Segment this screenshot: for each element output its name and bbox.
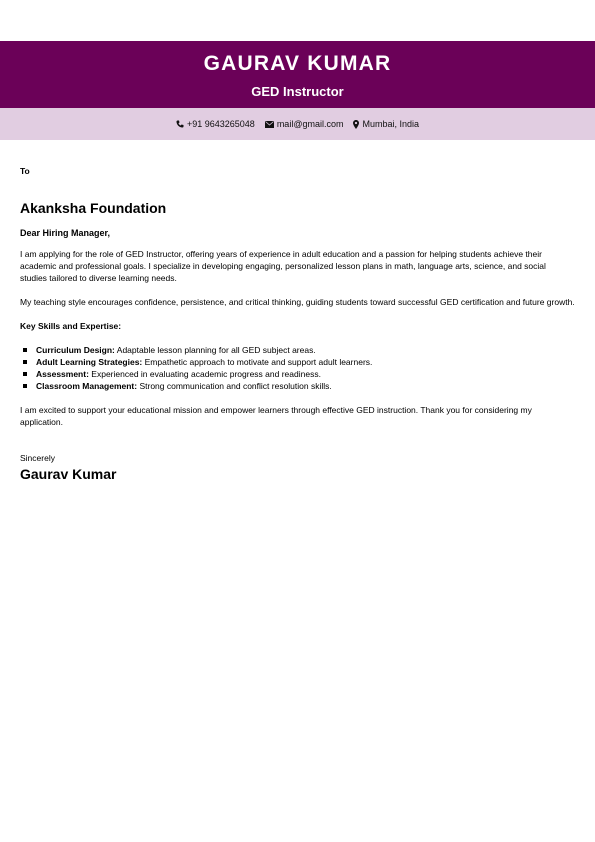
skills-heading: Key Skills and Expertise: — [20, 321, 122, 331]
bullet — [23, 384, 27, 388]
map-marker-icon — [353, 120, 359, 129]
list-item — [20, 344, 575, 356]
skill-name: Curriculum Design: — [36, 345, 115, 355]
skill-name: Adult Learning Strategies: — [36, 357, 143, 367]
bullet — [23, 348, 27, 352]
phone-text: +91 9643265048 — [186, 119, 255, 129]
phone-icon — [176, 120, 184, 128]
list-item — [20, 368, 575, 380]
salutation: Dear Hiring Manager, — [20, 228, 111, 238]
envelope-icon — [265, 121, 274, 128]
skills-list — [20, 344, 575, 392]
applicant-name: GAURAV KUMAR — [203, 52, 392, 75]
header-banner — [0, 41, 595, 108]
paragraph-closing: I am excited to support your educational mission and empower learners through effective GED instruction. Thank you for considering my application. — [20, 405, 532, 427]
paragraph-intro: I am applying for the role of GED Instructor, offering years of experience in adult education and a passion for helping students achieve their academic and professional goals. I specialize in developing engaging, personalized lesson plans in math, language arts, science, and social studies tailored to diverse learning needs. — [20, 249, 546, 283]
skill-desc: Empathetic approach to motivate and support adult learners. — [144, 357, 373, 367]
signer-name: Gaurav Kumar — [20, 466, 117, 482]
contact-phone — [176, 119, 255, 129]
bullet — [23, 360, 27, 364]
location-text: Mumbai, India — [362, 119, 419, 129]
skill-name: Assessment: — [36, 369, 89, 379]
bullet — [23, 372, 27, 376]
recipient-name: Akanksha Foundation — [20, 200, 167, 216]
closing: Sincerely — [20, 453, 55, 463]
skill-desc: Experienced in evaluating academic progress and readiness. — [91, 369, 321, 379]
contact-email — [265, 119, 344, 129]
skill-name: Classroom Management: — [36, 381, 138, 391]
job-title: GED Instructor — [251, 84, 344, 99]
contact-bar — [0, 108, 595, 140]
letter-body — [20, 165, 575, 482]
email-text: mail@gmail.com — [276, 119, 344, 129]
list-item — [20, 356, 575, 368]
list-item — [20, 380, 575, 392]
paragraph-style: My teaching style encourages confidence, persistence, and critical thinking, guiding students toward successful GED certification and future growth. — [20, 297, 575, 307]
skill-desc: Adaptable lesson planning for all GED subject areas. — [116, 345, 316, 355]
to-label: To — [20, 166, 30, 176]
skill-desc: Strong communication and conflict resolution skills. — [139, 381, 332, 391]
contact-location — [353, 119, 419, 129]
